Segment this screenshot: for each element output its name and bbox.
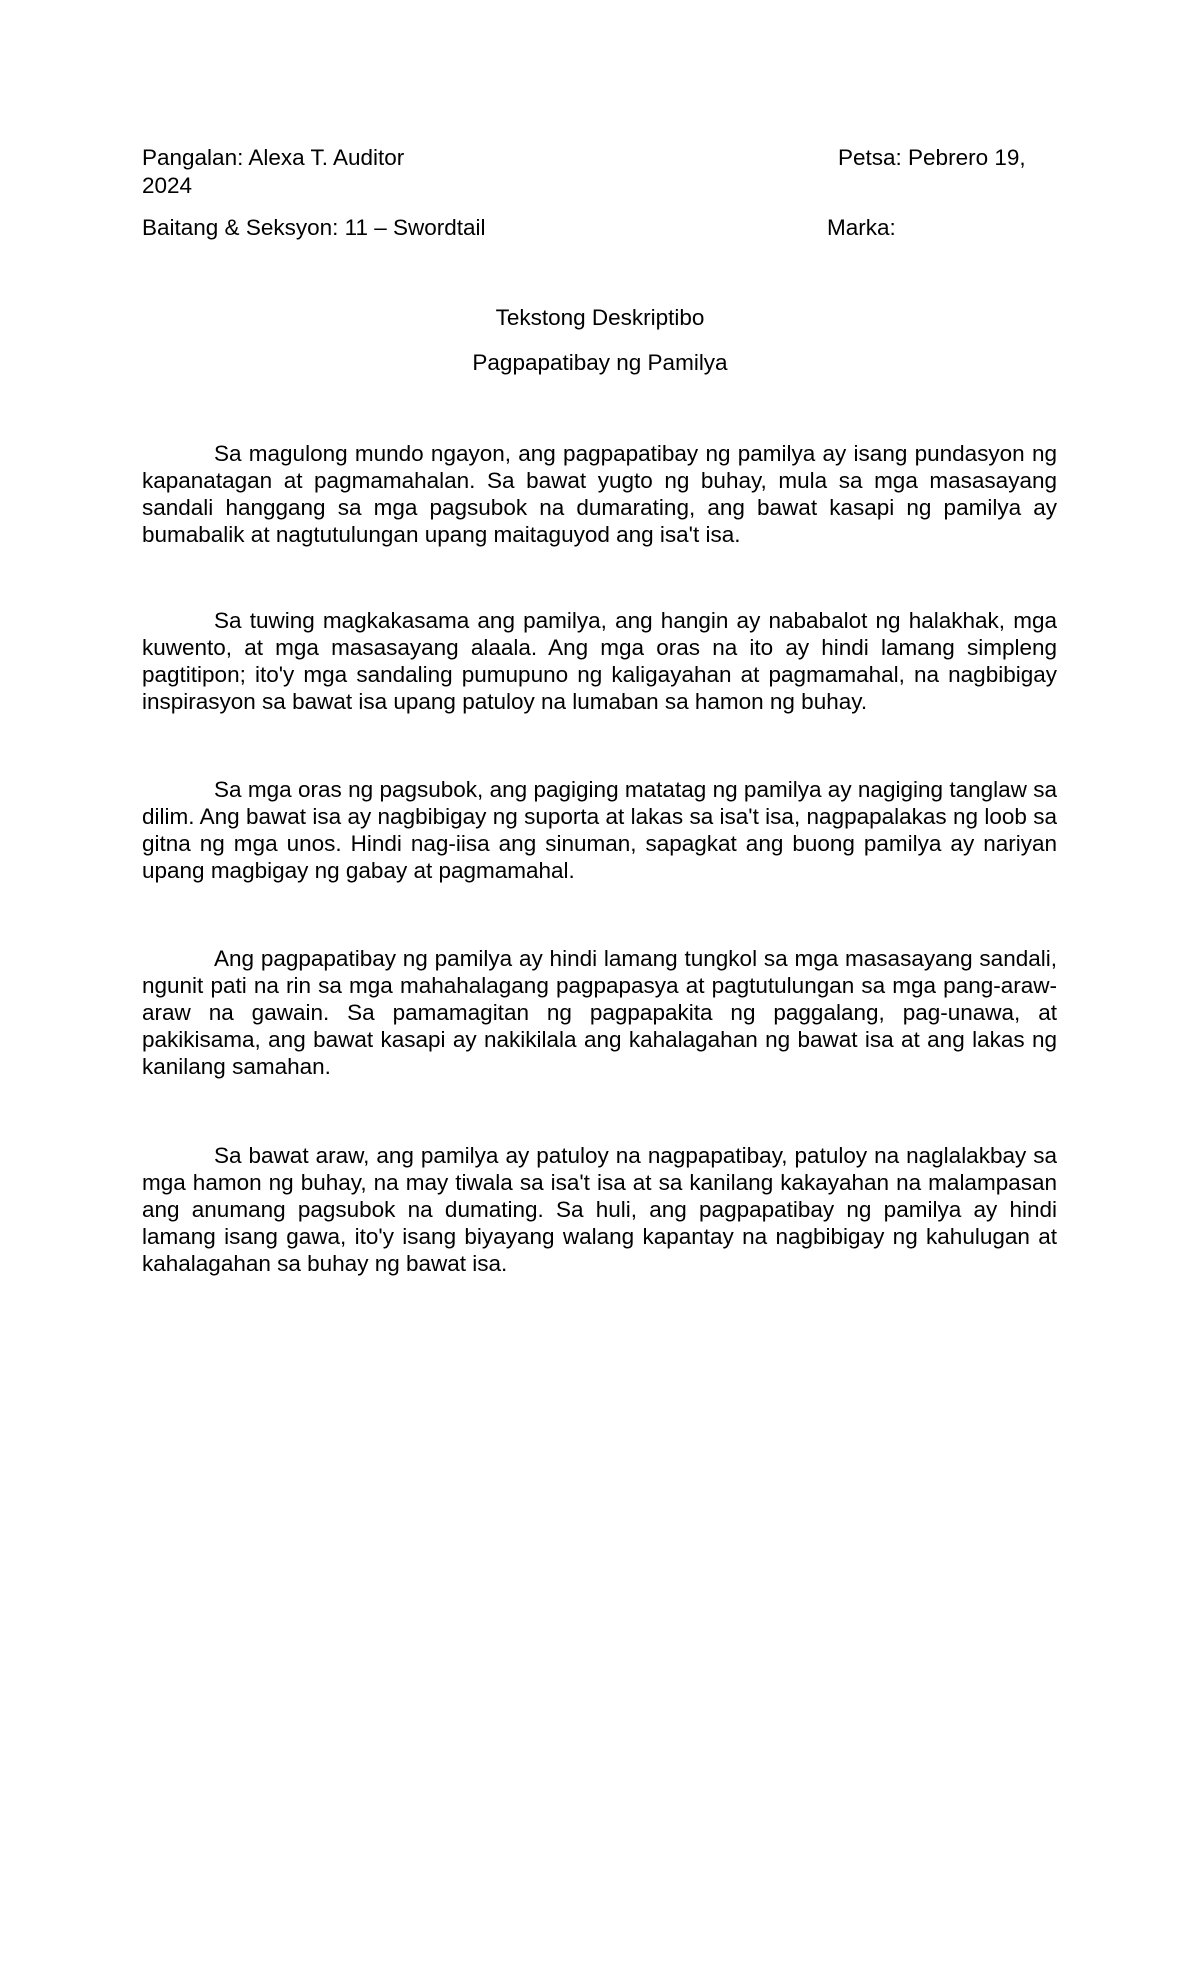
section-field: Baitang & Seksyon: 11 – Swordtail xyxy=(142,215,486,240)
name-field: Pangalan: Alexa T. Auditor xyxy=(142,145,405,170)
paragraph-4: Ang pagpapatibay ng pamilya ay hindi lamang tungkol sa mga masasayang sandali, ngunit pati na rin sa mga mahahalagang pagpapasya at pagtutulungan sa mga pang-araw-araw na gawain. Sa pamamagitan ng pagpapakita ng paggalang, pag-unawa, at pakikisama, ang bawat kasapi ay nakikilala ang kahalagahan ng bawat isa at ang lakas ng kanilang samahan. xyxy=(142,946,1057,1079)
paragraph-1: Sa magulong mundo ngayon, ang pagpapatibay ng pamilya ay isang pundasyon ng kapanatagan at pagmamahalan. Sa bawat yugto ng buhay, mula sa mga masasayang sandali hanggang sa mga pagsubok na dumarating, ang bawat kasapi ng pamilya ay bumabalik at nagtutulungan upang maitaguyod ang isa't isa. xyxy=(142,441,1057,547)
date-field: Petsa: Pebrero 19, xyxy=(838,145,1026,170)
document-title: Pagpapatibay ng Pamilya xyxy=(472,350,728,375)
date-year: 2024 xyxy=(142,173,193,198)
document-type-title: Tekstong Deskriptibo xyxy=(495,305,705,330)
paragraph-2: Sa tuwing magkakasama ang pamilya, ang hangin ay nababalot ng halakhak, mga kuwento, at mga masasayang alaala. Ang mga oras na ito ay hindi lamang simpleng pagtitipon; ito'y mga sandaling pumupuno ng kaligayahan at pagmamahal, na nagbibigay inspirasyon sa bawat isa upang patuloy na lumaban sa hamon ng buhay. xyxy=(142,608,1057,714)
paragraph-5: Sa bawat araw, ang pamilya ay patuloy na nagpapatibay, patuloy na naglalakbay sa mga hamon ng buhay, na may tiwala sa isa't isa at sa kanilang kakayahan na malampasan ang anumang pagsubok na dumating. Sa huli, ang pagpapatibay ng pamilya ay hindi lamang isang gawa, ito'y isang biyayang walang kapantay na nagbibigay ng kahulugan at kahalagahan sa buhay ng bawat isa. xyxy=(142,1143,1057,1276)
paragraph-3: Sa mga oras ng pagsubok, ang pagiging matatag ng pamilya ay nagiging tanglaw sa dilim. Ang bawat isa ay nagbibigay ng suporta at lakas sa isa't isa, nagpapalakas ng loob sa gitna ng mga unos. Hindi nag-iisa ang sinuman, sapagkat ang buong pamilya ay nariyan upang magbigay ng gabay at pagmamahal. xyxy=(142,777,1057,883)
grade-field: Marka: xyxy=(827,215,896,240)
